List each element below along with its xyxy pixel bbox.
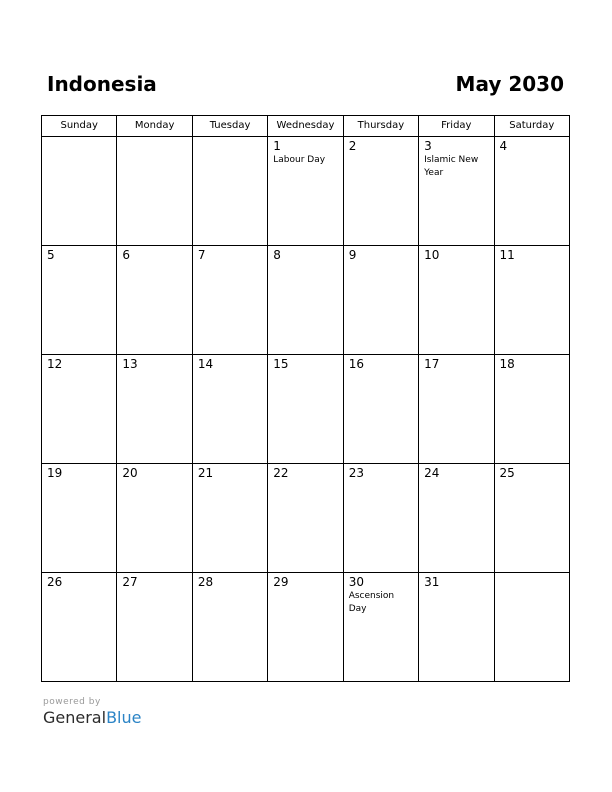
day-cell-17	[419, 355, 494, 464]
week-row	[42, 246, 570, 355]
day-number: 10	[424, 248, 440, 262]
weekday-header-friday: Friday	[419, 116, 494, 137]
day-number: 11	[499, 248, 515, 262]
day-number: 2	[348, 139, 357, 153]
weekday-header-wednesday: Wednesday	[268, 116, 343, 137]
day-cell-7	[192, 246, 267, 355]
day-number: 16	[348, 357, 364, 371]
day-number: 27	[122, 575, 138, 589]
day-cell-10	[419, 246, 494, 355]
weekday-header-sunday: Sunday	[42, 116, 117, 137]
empty-day-cell	[192, 137, 267, 246]
day-number: 15	[273, 357, 289, 371]
day-cell-4	[494, 137, 569, 246]
day-number: 19	[47, 466, 63, 480]
day-cell-6	[117, 246, 192, 355]
day-number: 12	[47, 357, 63, 371]
country-title: Indonesia	[47, 72, 157, 96]
day-cell-29	[268, 573, 343, 682]
day-cell-2	[343, 137, 418, 246]
day-number: 24	[424, 466, 440, 480]
powered-by-text: powered by	[43, 697, 101, 707]
weekday-header-row	[42, 116, 570, 137]
day-cell-19	[42, 464, 117, 573]
day-number: 31	[424, 575, 440, 589]
day-number: 22	[273, 466, 289, 480]
day-cell-16	[343, 355, 418, 464]
weekday-header-tuesday: Tuesday	[192, 116, 267, 137]
day-number: 29	[273, 575, 289, 589]
day-number: 30	[348, 575, 364, 589]
day-cell-20	[117, 464, 192, 573]
day-number: 1	[273, 139, 281, 153]
day-cell-3	[419, 137, 494, 246]
day-cell-1	[268, 137, 343, 246]
brand-name	[43, 708, 141, 728]
day-cell-21	[192, 464, 267, 573]
day-cell-26	[42, 573, 117, 682]
day-cell-18	[494, 355, 569, 464]
day-cell-27	[117, 573, 192, 682]
brand-logo	[43, 697, 141, 728]
day-number: 23	[348, 466, 364, 480]
day-number: 21	[197, 466, 214, 480]
day-number: 17	[424, 357, 440, 371]
empty-day-cell	[494, 573, 569, 682]
holiday-label: Labour Day	[273, 155, 326, 165]
day-cell-31	[419, 573, 494, 682]
holiday-label: Islamic New Year	[424, 155, 479, 178]
day-cell-9	[343, 246, 418, 355]
calendar-body	[42, 137, 570, 682]
day-number: 4	[499, 139, 508, 153]
day-cell-28	[192, 573, 267, 682]
day-number: 13	[122, 357, 138, 371]
calendar-grid	[41, 115, 570, 682]
month-year-title: May 2030	[455, 72, 564, 96]
weekday-header-thursday: Thursday	[343, 116, 418, 137]
day-number: 26	[47, 575, 63, 589]
weekday-header-saturday: Saturday	[494, 116, 569, 137]
day-cell-13	[117, 355, 192, 464]
day-number: 8	[273, 248, 281, 262]
empty-day-cell	[117, 137, 192, 246]
day-number: 25	[499, 466, 515, 480]
day-cell-11	[494, 246, 569, 355]
day-cell-22	[268, 464, 343, 573]
weekday-header-monday: Monday	[117, 116, 192, 137]
week-row	[42, 355, 570, 464]
day-number: 9	[348, 248, 357, 262]
empty-day-cell	[42, 137, 117, 246]
day-cell-12	[42, 355, 117, 464]
day-number: 14	[197, 357, 214, 371]
holiday-label: Ascension Day	[348, 591, 395, 614]
day-number: 28	[197, 575, 214, 589]
day-cell-24	[419, 464, 494, 573]
day-number: 18	[499, 357, 515, 371]
day-cell-5	[42, 246, 117, 355]
week-row	[42, 464, 570, 573]
day-cell-14	[192, 355, 267, 464]
week-row	[42, 573, 570, 682]
day-number: 3	[424, 139, 432, 153]
week-row	[42, 137, 570, 246]
brand-blue-text: Blue	[106, 708, 142, 727]
day-number: 5	[47, 248, 55, 262]
day-cell-23	[343, 464, 418, 573]
day-cell-25	[494, 464, 569, 573]
day-number: 6	[122, 248, 131, 262]
brand-general-text: General	[43, 708, 107, 727]
day-cell-15	[268, 355, 343, 464]
day-cell-8	[268, 246, 343, 355]
day-cell-30	[343, 573, 418, 682]
day-number: 20	[122, 466, 138, 480]
day-number: 7	[197, 248, 206, 262]
